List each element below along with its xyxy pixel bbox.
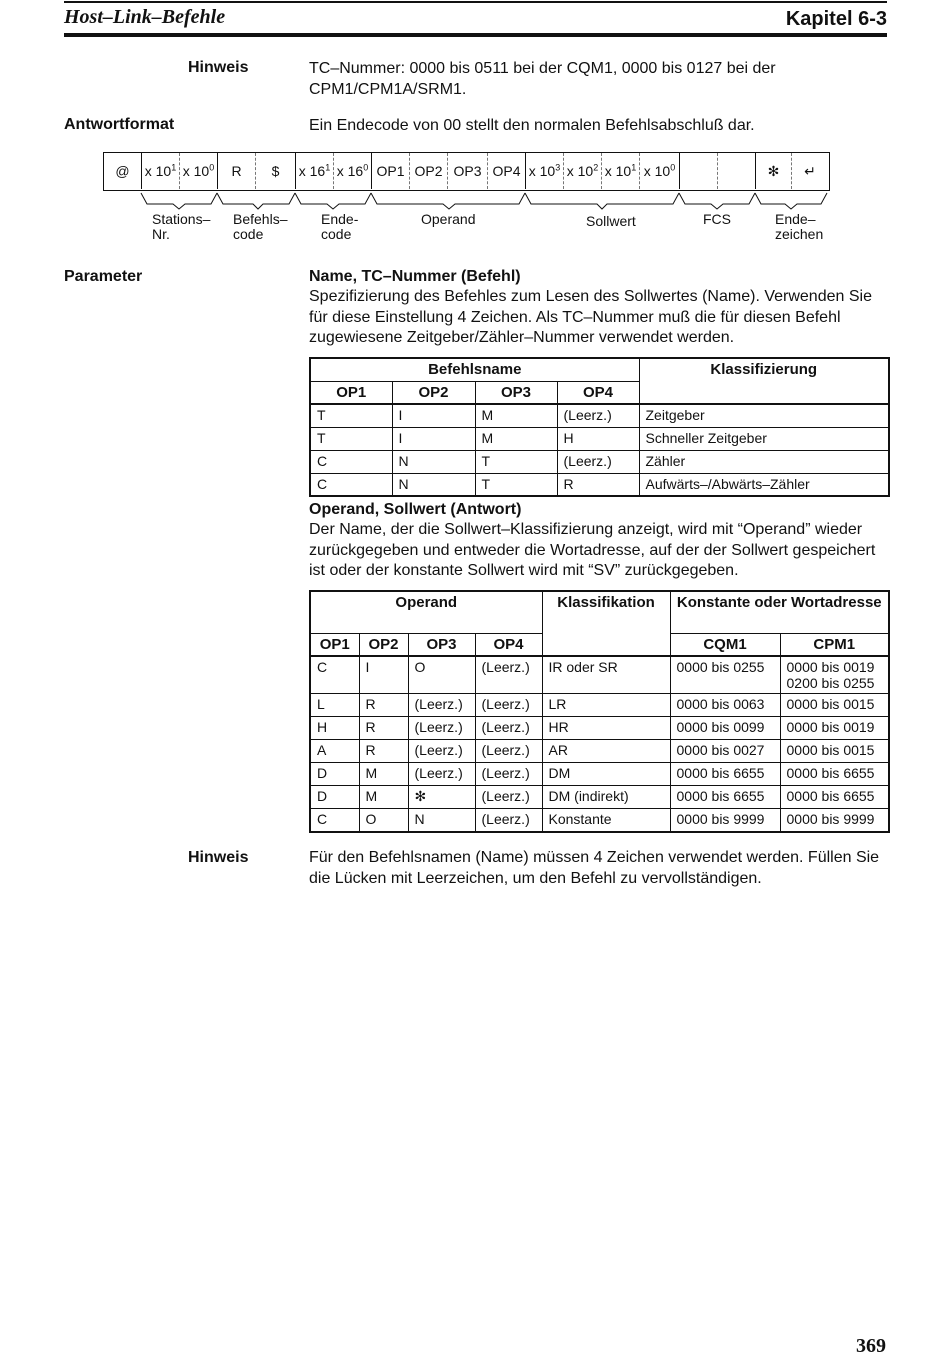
table-cell: N: [392, 450, 475, 473]
table2-col-op1: OP1: [310, 633, 359, 656]
brace-endcode: [295, 193, 371, 209]
table-cell: N: [408, 809, 475, 832]
table-cell: 0000 bis 6655: [780, 786, 889, 809]
frame-cell-endcode-1: x $16^0$: [334, 153, 372, 189]
table-cell: M: [475, 427, 557, 450]
table-cell: M: [359, 763, 408, 786]
table-cell: I: [359, 656, 408, 694]
table-cell: T: [475, 473, 557, 496]
table-cell: ✻: [408, 786, 475, 809]
table2-col-cqm1: CQM1: [670, 633, 780, 656]
frame-cell-cmd-dollar: $: [256, 153, 296, 189]
frame-cell-op4: OP4: [488, 153, 526, 189]
table-cell: (Leerz.): [475, 656, 542, 694]
table-row: [310, 740, 889, 763]
table-cell: AR: [542, 740, 670, 763]
table-cell: I: [392, 427, 475, 450]
table-cell: R: [359, 694, 408, 717]
table-cell: R: [359, 717, 408, 740]
table-row: [310, 763, 889, 786]
table1-col-op2: OP2: [392, 381, 475, 404]
table-cell: IR oder SR: [542, 656, 670, 694]
param-heading-name: Name, TC–Nummer (Befehl): [309, 268, 521, 285]
table1-group-header: Befehlsname: [310, 358, 639, 381]
table-cell: L: [310, 694, 359, 717]
table-cell: Aufwärts–/Abwärts–Zähler: [639, 473, 889, 496]
table1-col-op4: OP4: [557, 381, 639, 404]
frame-cell-terminator-cr: ↵: [804, 163, 816, 179]
table-cell: (Leerz.): [408, 740, 475, 763]
table-cell: (Leerz.): [475, 717, 542, 740]
chapter-label: Kapitel 6-3: [785, 8, 887, 30]
response-format-text: Ein Endecode von 00 stellt den normalen Befehlsabschluß dar.: [309, 117, 755, 134]
table-cell: R: [359, 740, 408, 763]
table-cell: Konstante: [542, 809, 670, 832]
brace-station: [141, 193, 217, 209]
table-cell: [780, 656, 889, 694]
frame-cell-sv-1: x $10^0$: [640, 153, 680, 189]
table-cell: 0000 bis 0027: [670, 740, 780, 763]
frame-label-station: Stations– Nr.: [152, 211, 211, 242]
frame-field-braces: [103, 192, 833, 210]
frame-cell-endcode-16: x $16^1$: [296, 153, 334, 189]
table-cell: (Leerz.): [475, 809, 542, 832]
table-cell: H: [310, 717, 359, 740]
table-cell: (Leerz.): [475, 763, 542, 786]
frame-cell-station-1: x $10^0$: [180, 153, 218, 189]
section-title: Host–Link–Befehle: [64, 6, 226, 28]
table-cell: Zeitgeber: [639, 404, 889, 427]
table-cell: O: [359, 809, 408, 832]
table-cell: Zähler: [639, 450, 889, 473]
param-text-name: Spezifizierung des Befehles zum Lesen des Sollwertes (Name). Verwenden Sie für diese Einstellung 4 Zeichen. Als TC–Nummer muß die für diesen Befehl zugewiesene Zeitgeber/Zähler–Nummer verwendet werden.: [309, 288, 872, 346]
frame-cell-at: @: [104, 153, 142, 189]
frame-cell-terminator-star: ✻: [756, 153, 792, 189]
table-row: [310, 427, 889, 450]
frame-cell-op2: OP2: [410, 153, 448, 189]
table-cell: C: [310, 809, 359, 832]
brace-operand: [371, 193, 525, 209]
table-row: [310, 473, 889, 496]
top-rule: [64, 1, 887, 3]
table-row: [310, 404, 889, 427]
table-cell: T: [310, 404, 392, 427]
table2-col-op2: OP2: [359, 633, 408, 656]
command-name-table: [309, 357, 890, 497]
response-frame-diagram: [103, 152, 830, 191]
table1-col-op1: OP1: [310, 381, 392, 404]
frame-cell-fcs-1: [680, 153, 718, 189]
table-row: [310, 450, 889, 473]
table2-group-header: Operand: [310, 591, 542, 633]
table2-col-op3: OP3: [408, 633, 475, 656]
table2-class-header: Klassifikation: [542, 591, 670, 656]
frame-cell-sv-100: x $10^2$: [564, 153, 602, 189]
frame-cell-cmd-r: R: [218, 153, 256, 189]
table-cell: T: [475, 450, 557, 473]
table2-col-cpm1: CPM1: [780, 633, 889, 656]
table-row: [310, 717, 889, 740]
table-cell: (Leerz.): [557, 450, 639, 473]
note-label-2: Hinweis: [188, 849, 249, 866]
table-cell: 0000 bis 6655: [670, 763, 780, 786]
table-cell: N: [392, 473, 475, 496]
note-text-2: Für den Befehlsnamen (Name) müssen 4 Zeichen verwendet werden. Füllen Sie die Lücken mit Leerzeichen, um den Befehl zu vervollständigen.: [309, 849, 880, 887]
brace-command: [217, 193, 295, 209]
table-cell: H: [557, 427, 639, 450]
frame-label-operand: Operand: [421, 211, 476, 227]
param-text-operand: Der Name, der die Sollwert–Klassifizierung anzeigt, wird mit “Operand” wieder zurückgegeben und entweder die Wortadresse, auf der der Sollwert gespeichert ist oder der konstante Sollwert wird mit “SV” zurückgegeben.: [309, 521, 876, 579]
table-row: [310, 786, 889, 809]
frame-label-terminator: Ende– zeichen: [775, 211, 824, 242]
table-cell: HR: [542, 717, 670, 740]
table2-const-header: Konstante oder Wortadresse: [670, 591, 889, 633]
frame-cell-sv-1000: x $10^3$: [526, 153, 564, 189]
table-cell: D: [310, 786, 359, 809]
table-cell: O: [408, 656, 475, 694]
table-row: [310, 809, 889, 832]
frame-cell-fcs-2: [718, 153, 756, 189]
table-cell: 0000 bis 0255: [670, 656, 780, 694]
frame-label-fcs: FCS: [703, 211, 731, 227]
table1-col-op3: OP3: [475, 381, 557, 404]
table-cell: C: [310, 450, 392, 473]
table-cell: (Leerz.): [475, 740, 542, 763]
table1-class-header: Klassifizierung: [639, 358, 889, 404]
frame-cell-sv-10: x $10^1$: [602, 153, 640, 189]
table2-col-op4: OP4: [475, 633, 542, 656]
table-cell: 0000 bis 0099: [670, 717, 780, 740]
table-cell: LR: [542, 694, 670, 717]
table-cell: (Leerz.): [408, 717, 475, 740]
table-cell: 0000 bis 0015: [780, 740, 889, 763]
frame-cell-station-10: x $10^1$: [142, 153, 180, 189]
table-cell: M: [475, 404, 557, 427]
table-cell: (Leerz.): [557, 404, 639, 427]
table-cell: 0000 bis 0019: [780, 717, 889, 740]
note-label: Hinweis: [188, 59, 249, 76]
page-number: 369: [856, 1335, 886, 1357]
frame-cell-op3: OP3: [448, 153, 488, 189]
cell-line: 0200 bis 0255: [786, 675, 875, 691]
frame-label-endcode: Ende- code: [321, 211, 359, 242]
table-row: [310, 656, 889, 694]
table-cell: 0000 bis 9999: [670, 809, 780, 832]
table-cell: 0000 bis 0063: [670, 694, 780, 717]
table-cell: 0000 bis 6655: [780, 763, 889, 786]
frame-label-command: Befehls– code: [233, 211, 288, 242]
table-cell: (Leerz.): [408, 763, 475, 786]
table-cell: (Leerz.): [475, 786, 542, 809]
frame-label-setvalue: Sollwert: [586, 213, 636, 229]
table-cell: M: [359, 786, 408, 809]
operand-table: [309, 590, 890, 833]
table-cell: A: [310, 740, 359, 763]
table-cell: DM: [542, 763, 670, 786]
table-cell: (Leerz.): [475, 694, 542, 717]
table-cell: DM (indirekt): [542, 786, 670, 809]
table-cell: 0000 bis 6655: [670, 786, 780, 809]
table-cell: I: [392, 404, 475, 427]
table-cell: R: [557, 473, 639, 496]
table-cell: Schneller Zeitgeber: [639, 427, 889, 450]
brace-fcs: [679, 193, 755, 209]
table-cell: 0000 bis 0015: [780, 694, 889, 717]
table-cell: (Leerz.): [408, 694, 475, 717]
table-cell: 0000 bis 9999: [780, 809, 889, 832]
table-cell: T: [310, 427, 392, 450]
brace-terminator: [755, 193, 827, 209]
param-heading-operand: Operand, Sollwert (Antwort): [309, 501, 522, 518]
header-rule: [64, 33, 887, 37]
parameter-label: Parameter: [64, 268, 143, 285]
brace-setvalue: [525, 193, 679, 209]
table-cell: C: [310, 473, 392, 496]
frame-cell-op1: OP1: [372, 153, 410, 189]
response-format-label: Antwortformat: [64, 116, 175, 133]
cell-line: 0000 bis 0019: [786, 659, 875, 675]
table-row: [310, 694, 889, 717]
note-text: TC–Nummer: 0000 bis 0511 bei der CQM1, 0000 bis 0127 bei der CPM1/CPM1A/SRM1.: [309, 60, 776, 98]
table-cell: D: [310, 763, 359, 786]
table-cell: C: [310, 656, 359, 694]
